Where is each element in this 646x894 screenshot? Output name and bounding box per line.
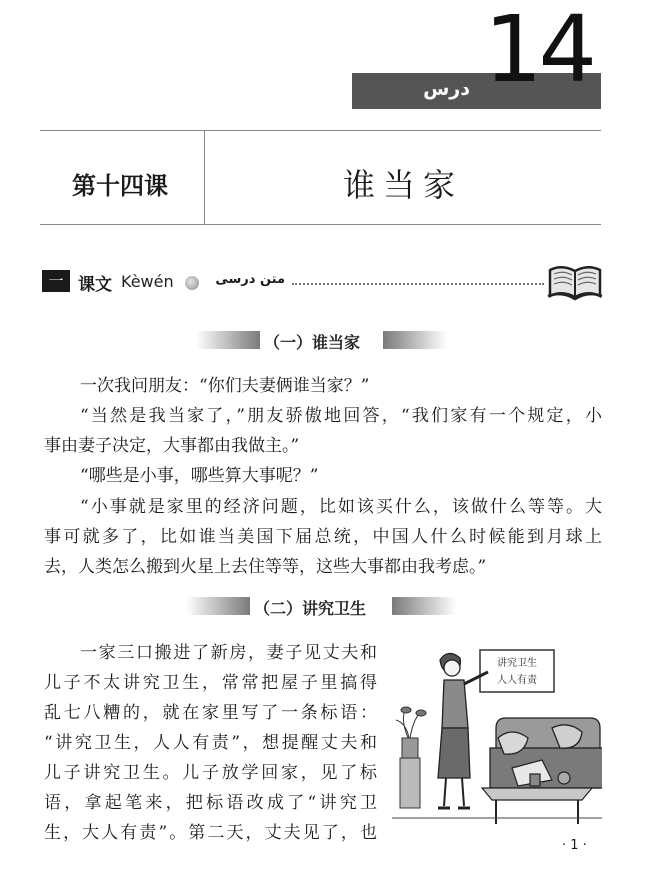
text-line: “当然是我当家了，”朋友骄傲地回答，“我们家有一个规定，小	[80, 406, 602, 426]
section-label-pinyin: Kèwén	[121, 272, 174, 291]
illustration	[392, 628, 602, 832]
section-label-chinese: 课文	[78, 275, 112, 295]
text-line: 儿子讲究卫生。儿子放学回家，见了标	[44, 763, 377, 783]
text-line: 一次我问朋友：“你们夫妻俩谁当家？”	[80, 376, 370, 396]
text-line: 事可就多了，比如谁当美国下届总统，中国人什么时候能到月球上	[44, 527, 602, 547]
text-line: “讲究卫生，人人有责”，想提醒丈夫和	[44, 733, 377, 753]
page-number: · 1 ·	[562, 838, 587, 853]
title-bottom-rule	[40, 224, 601, 225]
subsection-bar-right	[392, 597, 456, 615]
book-icon	[546, 262, 604, 306]
svg-text:人人有责: 人人有责	[497, 675, 537, 686]
text-line: 事由妻子决定，大事都由我做主。”	[44, 436, 300, 456]
slogan-poster	[480, 650, 554, 692]
svg-text:讲究卫生: 讲究卫生	[497, 658, 537, 669]
plant-icon	[396, 707, 426, 808]
text-line: 去，人类怎么搬到火星上去住等等，这些大事都由我考虑。”	[44, 557, 487, 577]
text-line: 生，大人有责”。第二天，丈夫见了，也	[44, 823, 377, 843]
lesson-label-persian: درس	[423, 78, 470, 100]
text-line: 儿子不太讲究卫生，常常把屋子里搞得	[44, 673, 377, 693]
subsection-title-2: （二）讲究卫生	[254, 599, 367, 618]
title-top-rule	[40, 130, 601, 131]
section-number-badge: 一	[42, 270, 70, 292]
text-line: 乱七八糟的，就在家里写了一条标语：	[44, 703, 377, 723]
subsection-bar-left	[186, 597, 250, 615]
lesson-number-chinese: 第十四课	[72, 171, 168, 200]
dotted-leader	[292, 283, 544, 285]
lesson-title: 谁当家	[342, 166, 463, 204]
woman-figure	[438, 653, 488, 808]
subsection-bar-left	[196, 331, 260, 349]
subsection-bar-right	[383, 331, 447, 349]
subsection-title-1: （一）谁当家	[264, 333, 361, 352]
text-line: 语，拿起笔来，把标语改成了“讲究卫	[44, 793, 377, 813]
lesson-number: 14	[484, 0, 594, 103]
text-line: “哪些是小事，哪些算大事呢？”	[80, 466, 319, 486]
section-label-persian: متن درسی	[215, 272, 285, 287]
bullet-circle-icon	[185, 276, 199, 290]
text-line: “小事就是家里的经济问题，比如该买什么，该做什么等等。大	[80, 497, 602, 517]
text-line: 一家三口搬进了新房，妻子见丈夫和	[80, 643, 377, 663]
